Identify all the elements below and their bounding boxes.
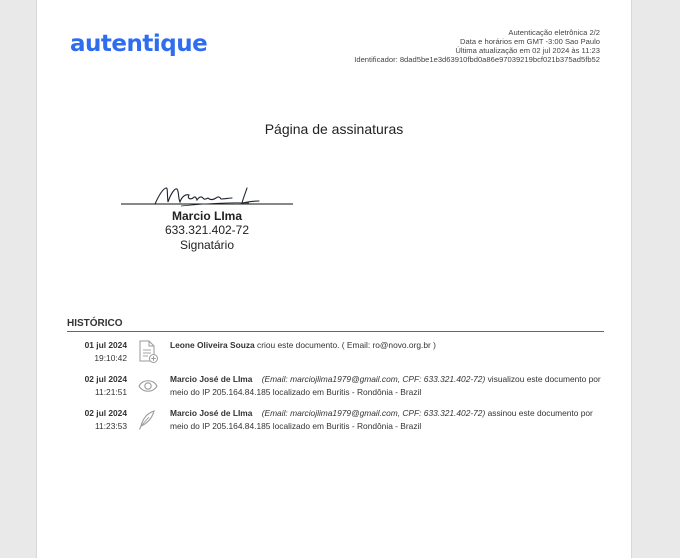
- eye-icon: [137, 374, 159, 398]
- event-time: 11:21:51: [95, 386, 127, 397]
- event-details: (Email: marciojlima1979@gmail.com, CPF: 633.321.402-72): [261, 374, 486, 384]
- history-title: HISTÓRICO: [67, 318, 604, 332]
- handwritten-signature: [121, 180, 293, 210]
- event-time: 19:10:42: [94, 352, 127, 363]
- signer-name: Marcio LIma: [171, 209, 243, 223]
- meta-timezone: Data e horários em GMT -3:00 Sao Paulo: [460, 36, 600, 46]
- meta-page-count: Autenticação eletrônica 2/2: [508, 28, 600, 37]
- meta-identifier: Identificador: 8dad5be1e3d63910fbd0a86e97039219bcf021b375ad5fb52: [354, 54, 600, 64]
- signature-block: [121, 180, 293, 252]
- authentication-meta: [354, 29, 600, 65]
- event-action: visualizou este documento por meio do IP 205.164.84.185 localizado em Buritis - Rondônia - Brazil: [170, 374, 601, 397]
- signer-role: Signatário: [179, 237, 235, 252]
- event-time: 11:23:53: [95, 420, 127, 431]
- document-add-icon: [137, 340, 159, 364]
- autentique-logo: autentique: [70, 31, 208, 57]
- event-date: 01 jul 2024: [84, 340, 127, 350]
- event-text: [170, 373, 604, 399]
- event-text: [170, 339, 604, 352]
- event-details: (Email: marciojlima1979@gmail.com, CPF: 633.321.402-72): [261, 408, 486, 418]
- event-action: criou este documento. ( Email: ro@novo.org.br ): [254, 340, 436, 350]
- event-text: [170, 407, 604, 433]
- signer-document: 633.321.402-72: [164, 223, 250, 237]
- event-actor: Marcio José de LIma: [170, 374, 253, 384]
- event-actor: Marcio José de LIma: [170, 408, 253, 418]
- pen-nib-icon: [137, 408, 159, 432]
- meta-last-update: Última atualização em 02 jul 2024 às 11:23: [455, 45, 600, 55]
- event-date: 02 jul 2024: [84, 374, 127, 384]
- event-actor: Leone Oliveira Souza: [170, 340, 255, 350]
- event-action: assinou este documento por meio do IP 205.164.84.185 localizado em Buritis - Rondônia - Brazil: [170, 408, 593, 431]
- event-date: 02 jul 2024: [84, 408, 127, 418]
- document-page: [36, 0, 632, 558]
- page-title: Página de assinaturas: [264, 121, 404, 137]
